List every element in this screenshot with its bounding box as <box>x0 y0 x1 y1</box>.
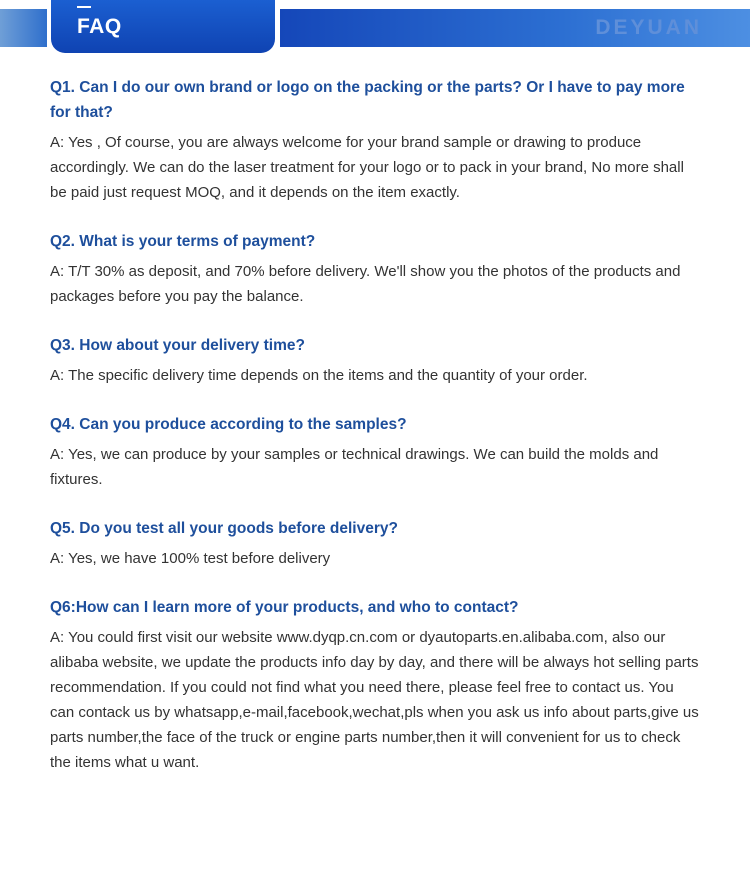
faq-question: Q2. What is your terms of payment? <box>50 233 316 250</box>
faq-item-6 <box>50 595 700 775</box>
faq-question: Q1. Can I do our own brand or logo on the packing or the parts? Or I have to pay more for that? <box>50 79 685 121</box>
faq-question: Q4. Can you produce according to the samples? <box>50 416 407 433</box>
faq-item-1 <box>50 75 700 205</box>
page-title: FAQ <box>77 15 122 38</box>
faq-answer: A: Yes , Of course, you are always welcome for your brand sample or drawing to produce accordingly. We can do the laser treatment for your logo or to pack in your brand, No more shall be paid just request MOQ, and it depends on the item exactly. <box>50 134 684 201</box>
faq-list <box>50 75 700 799</box>
faq-answer: A: Yes, we can produce by your samples or technical drawings. We can build the molds and fixtures. <box>50 446 659 488</box>
faq-item-2 <box>50 229 700 309</box>
faq-answer: A: Yes, we have 100% test before delivery <box>50 550 331 567</box>
faq-item-4 <box>50 412 700 492</box>
header-banner <box>0 0 750 56</box>
faq-question: Q6:How can I learn more of your products, and who to contact? <box>50 599 519 616</box>
faq-answer: A: You could first visit our website www.dyqp.cn.com or dyautoparts.en.alibaba.com, also our alibaba website, we update the products info day by day, and there will be always hot selling parts recommendation. If you could not find what you need there, please feel free to contact us. You can contack us by whatsapp,e-mail,facebook,wechat,pls when you ask us info about parts,give us parts number,the face of the truck or engine parts number,then it will convenient for us to check the items what u want. <box>50 629 699 771</box>
header-bar-left <box>0 9 47 47</box>
faq-answer: A: T/T 30% as deposit, and 70% before delivery. We'll show you the photos of the products and packages before you pay the balance. <box>50 263 681 305</box>
faq-question: Q3. How about your delivery time? <box>50 337 305 354</box>
faq-tab <box>47 0 280 56</box>
faq-tab-inner <box>51 0 275 53</box>
faq-item-5 <box>50 516 700 571</box>
brand-watermark: DEYUAN <box>595 16 702 39</box>
faq-question: Q5. Do you test all your goods before delivery? <box>50 520 398 537</box>
faq-item-3 <box>50 333 700 388</box>
faq-answer: A: The specific delivery time depends on the items and the quantity of your order. <box>50 367 588 384</box>
tab-accent-line <box>77 6 91 8</box>
